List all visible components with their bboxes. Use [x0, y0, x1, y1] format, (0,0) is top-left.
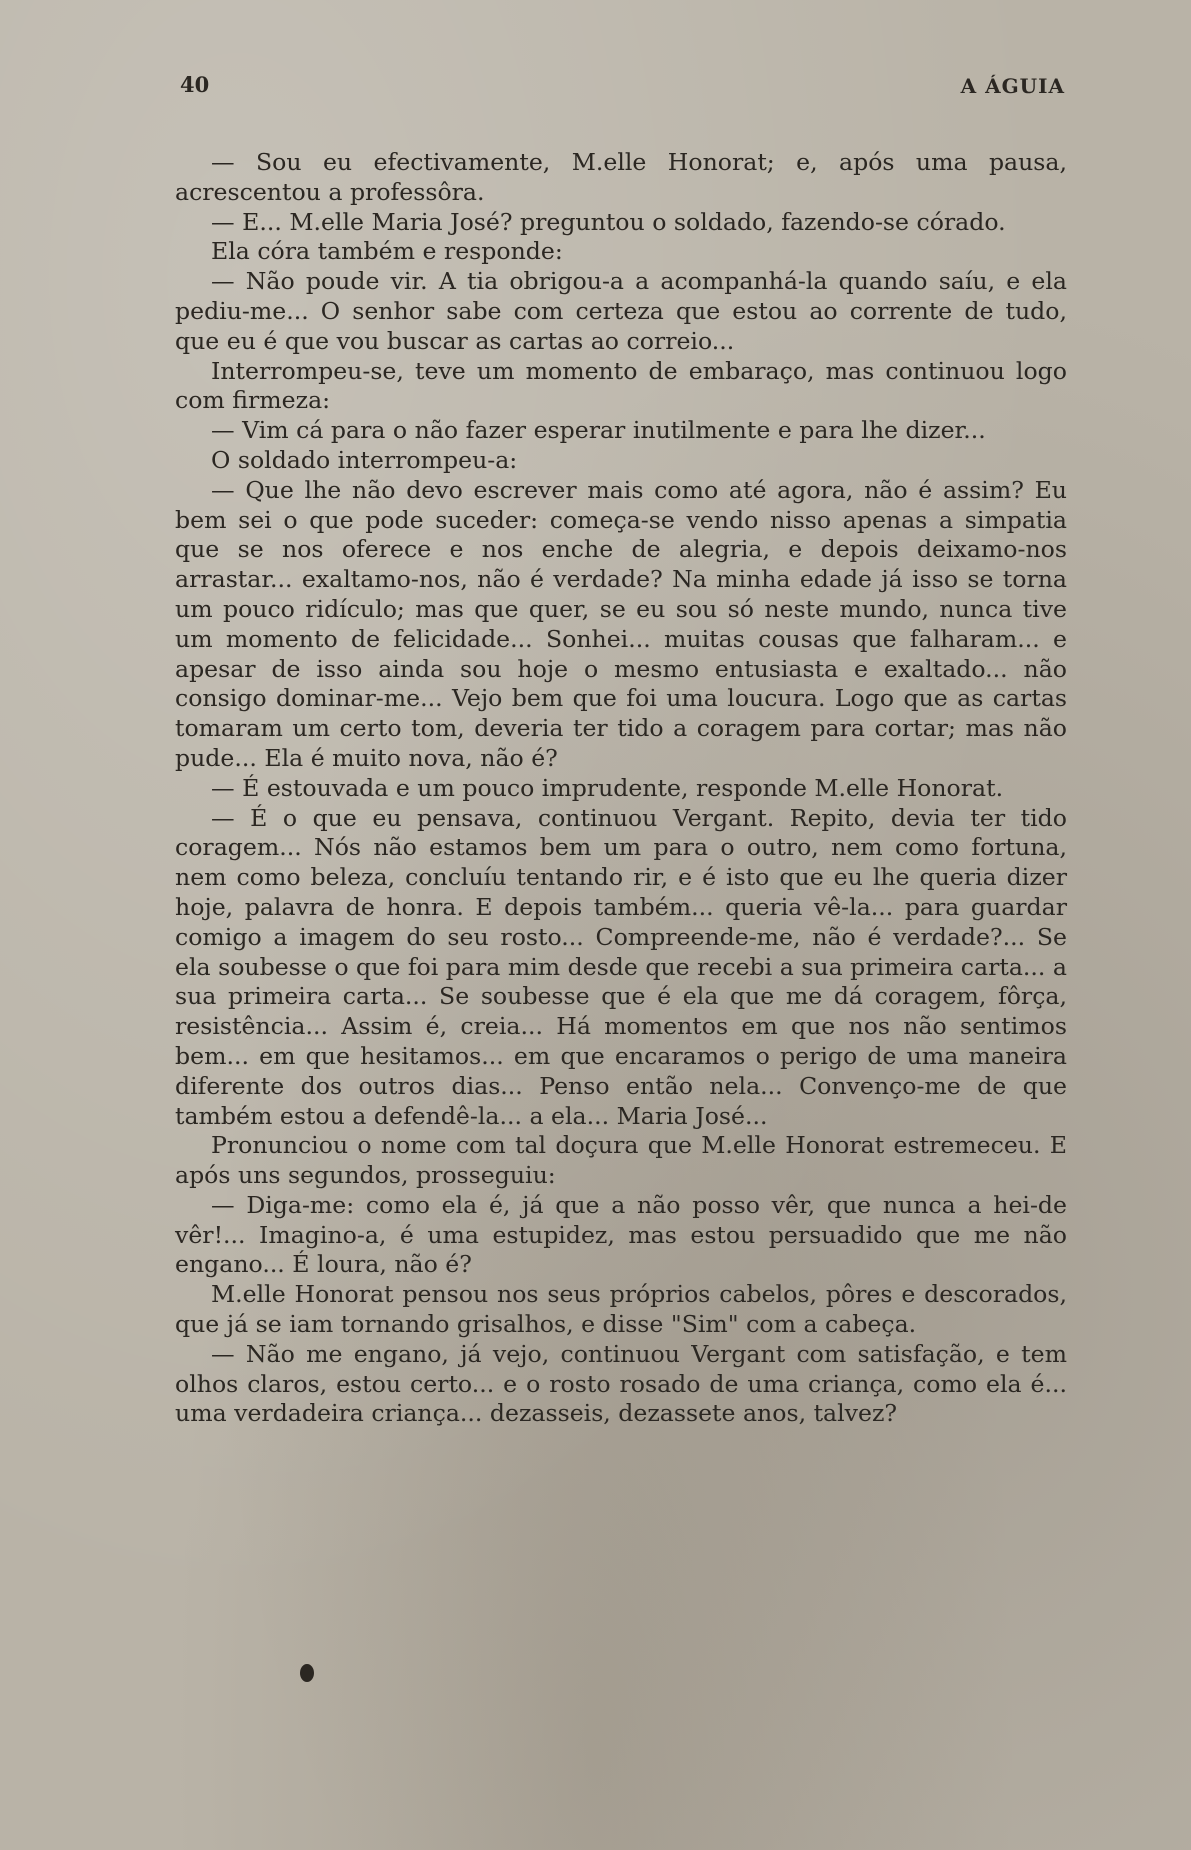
paragraph: Ela córa também e responde:	[211, 237, 563, 266]
body-text	[175, 148, 1067, 1429]
ink-dot-ornament	[300, 1664, 314, 1682]
paragraph: — Não poude vir. A tia obrigou-a a acompanhá-la quando saíu, e ela pediu-me... O senhor sabe com certeza que estou ao corrente de tudo, que eu é que vou buscar as cartas ao correio...	[175, 267, 1067, 355]
paragraph: — É o que eu pensava, continuou Vergant. Repito, devia ter tido coragem... Nós não estamos bem um para o outro, nem como fortuna, nem como beleza, concluíu tentando rir, e é isto que eu lhe queria dizer hoje, palavra de honra. E depois também... queria vê-la... para guardar comigo a imagem do seu rosto... Compreende-me, não é verdade?... Se ela soubesse o que foi para mim desde que recebi a sua primeira carta... a sua primeira carta... Se soubesse que é ela que me dá coragem, fôrça, resistência... Assim é, creia... Há momentos em que nos não sentimos bem... em que hesitamos... em que encaramos o perigo de uma maneira diferente dos outros dias... Penso então nela... Convenço-me de que também estou a defendê-la... a ela... Maria José...	[175, 803, 1067, 1130]
paragraph: — Vim cá para o não fazer esperar inutilmente e para lhe dizer...	[211, 416, 986, 445]
journal-title: A ÁGUIA	[960, 74, 1065, 98]
paragraph: — E... M.elle Maria José? preguntou o soldado, fazendo-se córado.	[211, 207, 1006, 236]
paragraph: — É estouvada e um pouco imprudente, responde M.elle Honorat.	[211, 773, 1004, 802]
page-number: 40	[180, 72, 210, 97]
paragraph: Pronunciou o nome com tal doçura que M.elle Honorat estremeceu. E após uns segundos, prosseguiu:	[175, 1131, 1067, 1190]
paragraph: Interrompeu-se, teve um momento de embaraço, mas continuou logo com firmeza:	[175, 356, 1067, 415]
running-head	[180, 72, 1065, 112]
paragraph: — Diga-me: como ela é, já que a não posso vêr, que nunca a hei-de vêr!... Imagino-a, é uma estupidez, mas estou persuadido que me não engano... É loura, não é?	[175, 1190, 1067, 1279]
paragraph: — Não me engano, já vejo, continuou Vergant com satisfação, e tem olhos claros, estou certo... e o rosto rosado de uma criança, como ela é... uma verdadeira criança... dezasseis, dezassete anos, talvez?	[175, 1339, 1067, 1428]
paragraph: O soldado interrompeu-a:	[211, 445, 518, 474]
paragraph: — Que lhe não devo escrever mais como até agora, não é assim? Eu bem sei o que pode suceder: começa-se vendo nisso apenas a simpatia que se nos oferece e nos enche de alegria, e depois deixamo-nos arrastar... exaltamo-nos, não é verdade? Na minha edade já isso se torna um pouco ridículo; mas que quer, se eu sou só neste mundo, nunca tive um momento de felicidade... Sonhei... muitas cousas que falharam... e apesar de isso ainda sou hoje o mesmo entusiasta e exaltado... não consigo dominar-me... Vejo bem que foi uma loucura. Logo que as cartas tomaram um certo tom, deveria ter tido a coragem para cortar; mas não pude... Ela é muito nova, não é?	[175, 475, 1067, 772]
paragraph: M.elle Honorat pensou nos seus próprios cabelos, pôres e descorados, que já se iam tornando grisalhos, e disse "Sim" com a cabeça.	[175, 1280, 1067, 1339]
paragraph: — Sou eu efectivamente, M.elle Honorat; e, após uma pausa, acrescentou a professôra.	[175, 148, 1067, 206]
